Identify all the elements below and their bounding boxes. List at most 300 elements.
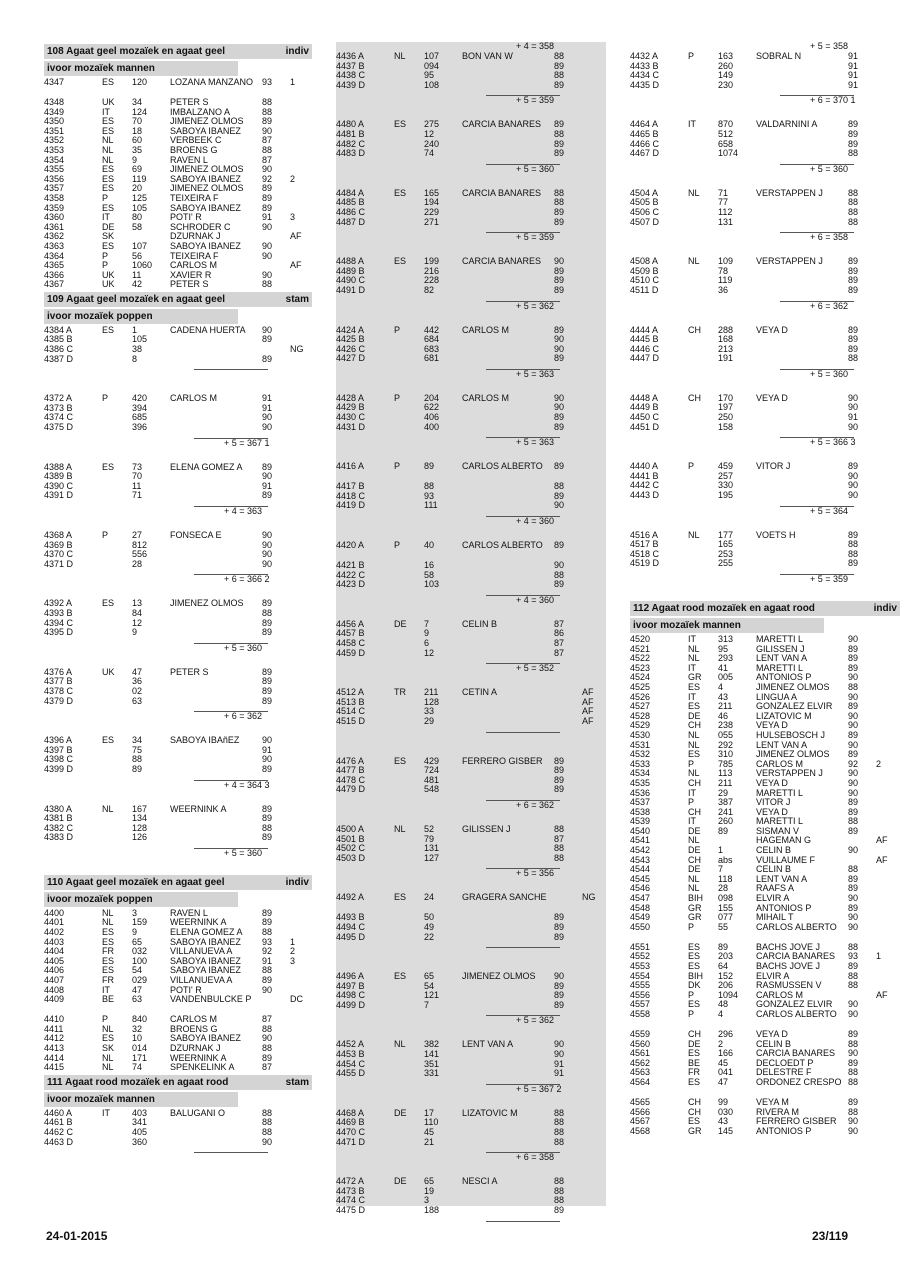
- country-code: [688, 472, 718, 482]
- remark: [290, 976, 310, 986]
- table-row: [44, 242, 312, 252]
- entry-id: 4533: [630, 759, 651, 769]
- score: 89: [262, 628, 273, 638]
- exhibitor-name: [170, 765, 262, 775]
- country-code: NL: [688, 654, 700, 664]
- remark: [582, 1109, 602, 1119]
- entry-id: 4444 A: [630, 325, 659, 335]
- remark: [876, 693, 896, 703]
- score: 89: [554, 922, 565, 932]
- ring-number: 141: [424, 1050, 440, 1060]
- table-row: [630, 257, 900, 267]
- exhibitor-name: [170, 560, 262, 570]
- remark: [290, 184, 310, 194]
- entry-id: 4480 A: [336, 120, 365, 130]
- country-code: CH: [688, 1107, 701, 1117]
- table-row: [630, 1117, 900, 1127]
- remark: [876, 972, 896, 982]
- exhibitor-name: [756, 423, 848, 433]
- remark: NG: [290, 345, 304, 355]
- entry-id: 4451 D: [630, 422, 660, 432]
- score: 90: [848, 1117, 859, 1127]
- country-code: [688, 345, 718, 355]
- ring-number: 4: [718, 1009, 724, 1019]
- exhibitor-name: MARETTI L: [756, 663, 804, 673]
- remark: [876, 798, 896, 808]
- ring-number: 211: [718, 702, 733, 712]
- score: 90: [262, 1137, 273, 1147]
- table-row: [336, 52, 606, 62]
- exhibitor-name: [170, 687, 262, 697]
- remark: [582, 620, 602, 630]
- remark: [876, 846, 896, 856]
- entry-id: 4560: [630, 1039, 651, 1049]
- table-row: [630, 1040, 900, 1050]
- score: 88: [554, 71, 565, 81]
- exhibitor-name: XAVIER R: [170, 270, 212, 280]
- footer-page-number: 23/119: [812, 1229, 849, 1243]
- remark: [582, 991, 602, 1001]
- table-row: [336, 286, 606, 296]
- exhibitor-name: [462, 276, 554, 286]
- table-row: [336, 462, 606, 482]
- country-code: BE: [102, 995, 115, 1005]
- exhibitor-name: CARLOS M: [756, 990, 804, 1000]
- exhibitor-name: [170, 550, 262, 560]
- exhibitor-name: VÍTOR J: [756, 462, 791, 472]
- score: 89: [848, 750, 859, 760]
- column-right: [630, 42, 900, 1136]
- table-row: [336, 62, 606, 72]
- exhibitor-name: [756, 413, 848, 423]
- ring-number: 1060: [132, 261, 153, 271]
- score: 90: [848, 922, 859, 932]
- ring-number: 683: [424, 344, 440, 354]
- score: 88: [262, 966, 273, 976]
- ring-number: 459: [718, 462, 734, 472]
- country-code: NL: [688, 188, 700, 198]
- entry-id: 4490 C: [336, 276, 366, 286]
- remark: [582, 1050, 602, 1060]
- score: 88: [848, 354, 859, 364]
- team-total: + 5 = 359: [810, 574, 849, 584]
- remark: [290, 280, 310, 290]
- remark: [876, 884, 896, 894]
- ring-number: 7: [718, 865, 724, 875]
- entry-id: 4438 C: [336, 71, 366, 81]
- score: [262, 995, 290, 1015]
- ring-number: 12: [424, 129, 435, 139]
- country-code: P: [688, 798, 695, 808]
- entry-id: 4516 A: [630, 530, 659, 540]
- exhibitor-name: [462, 933, 554, 943]
- ring-number: 120: [132, 78, 148, 87]
- score: 88: [848, 1039, 859, 1049]
- country-code: [394, 501, 424, 511]
- ring-number: 119: [132, 174, 147, 184]
- ring-number: [132, 232, 170, 242]
- exhibitor-name: GILISSEN J: [756, 644, 805, 654]
- score: 89: [848, 335, 859, 345]
- country-code: [688, 403, 718, 413]
- remark: [290, 966, 310, 976]
- score: 91: [262, 481, 273, 491]
- exhibitor-name: [462, 923, 554, 933]
- country-code: ES: [102, 937, 115, 947]
- remark: [290, 223, 310, 233]
- table-row: [44, 78, 312, 98]
- table-row: [630, 81, 900, 91]
- country-code: NL: [394, 52, 406, 61]
- remark: [290, 156, 310, 166]
- score: 90: [848, 635, 859, 644]
- country-code: [394, 844, 424, 854]
- exhibitor-name: [462, 423, 554, 433]
- table-row: [336, 991, 606, 1001]
- country-code: ES: [688, 1000, 701, 1010]
- table-row: [336, 1138, 606, 1148]
- column-middle: [336, 41, 606, 1215]
- country-code: [102, 609, 132, 619]
- entry-id: 4495 D: [336, 932, 366, 942]
- ring-number: 95: [718, 644, 729, 654]
- country-code: ES: [394, 756, 407, 766]
- exhibitor-name: [756, 198, 848, 208]
- exhibitor-name: PETER S: [170, 280, 209, 290]
- ring-number: 030: [718, 1107, 734, 1117]
- remark: [290, 814, 310, 824]
- score: 89: [554, 120, 565, 130]
- ring-number: 094: [424, 61, 440, 71]
- ring-number: 7: [424, 619, 430, 629]
- exhibitor-name: [462, 991, 554, 1001]
- ring-number: 63: [132, 696, 143, 706]
- country-code: IT: [688, 663, 696, 673]
- exhibitor-name: VILLANUEVA A: [170, 947, 233, 957]
- table-row: [336, 639, 606, 649]
- score: 90: [848, 846, 859, 856]
- exhibitor-name: [462, 1001, 554, 1011]
- exhibitor-name: RASMUSSEN V: [756, 981, 822, 991]
- ring-number: 33: [424, 707, 435, 717]
- entry-id: 4383 D: [44, 833, 74, 843]
- ring-number: 8: [132, 354, 138, 364]
- ring-number: 077: [718, 913, 734, 923]
- score: 87: [262, 1063, 273, 1073]
- remark: [876, 462, 896, 472]
- remark: [290, 928, 310, 938]
- country-code: FR: [102, 947, 114, 957]
- entry-id: 4528: [630, 711, 651, 721]
- exhibitor-name: [170, 413, 262, 423]
- table-row: [630, 267, 900, 277]
- class-subtitle: ivoor mozaïek poppen: [44, 309, 238, 324]
- country-code: [394, 580, 424, 590]
- ring-number: 121: [424, 991, 440, 1001]
- score: 89: [848, 1058, 859, 1068]
- team-block: [630, 257, 900, 325]
- ring-number: 128: [132, 823, 148, 833]
- entry-id: 4546: [630, 884, 651, 894]
- remark: [582, 335, 602, 345]
- country-code: P: [688, 462, 695, 472]
- country-code: ES: [394, 188, 407, 198]
- remark: [290, 1063, 310, 1073]
- table-row: [44, 995, 312, 1015]
- ring-number: 155: [718, 903, 734, 913]
- remark: 2: [290, 947, 296, 957]
- country-code: NL: [102, 1053, 114, 1063]
- remark: [290, 550, 310, 560]
- team-total: + 6 = 362: [516, 799, 555, 810]
- exhibitor-name: [462, 766, 554, 776]
- exhibitor-name: CADENA HUERTA: [170, 325, 246, 335]
- ring-number: 40: [424, 541, 435, 551]
- class-type: stam: [285, 1076, 309, 1088]
- entry-id: 4514 C: [336, 707, 366, 717]
- remark: 3: [290, 213, 296, 223]
- score: 89: [262, 335, 273, 345]
- country-code: ES: [102, 184, 115, 194]
- spacer: [44, 722, 312, 736]
- ring-number: 124: [132, 107, 148, 117]
- exhibitor-name: NESCI A: [462, 1177, 498, 1187]
- spacer: [44, 859, 312, 873]
- remark: [582, 854, 602, 864]
- remark: [582, 757, 602, 767]
- table-row: [630, 981, 900, 991]
- country-code: DE: [102, 222, 115, 232]
- ring-number: 168: [718, 335, 734, 345]
- spacer: [44, 380, 312, 394]
- exhibitor-name: WEERNINK A: [170, 804, 227, 814]
- remark: [876, 769, 896, 779]
- table-row: [336, 1001, 606, 1011]
- country-code: NL: [102, 1024, 114, 1034]
- entry-id: 4426 C: [336, 344, 366, 354]
- exhibitor-name: RAVEN L: [170, 155, 208, 165]
- score: 89: [262, 764, 273, 774]
- country-code: [688, 481, 718, 491]
- spacer: [630, 517, 900, 531]
- remark: [876, 789, 896, 799]
- score: 89: [554, 541, 565, 551]
- country-code: DE: [394, 1108, 407, 1118]
- score: 89: [848, 559, 859, 569]
- score: 88: [262, 1024, 273, 1034]
- remark: [290, 833, 310, 843]
- country-code: DE: [394, 1177, 407, 1187]
- score: 89: [554, 207, 565, 217]
- country-code: [394, 140, 424, 150]
- remark: [582, 1177, 602, 1187]
- table-row: [44, 765, 312, 775]
- entry-id: 4436 A: [336, 52, 365, 61]
- ring-number: 005: [718, 673, 734, 683]
- remark: [876, 71, 896, 81]
- entry-id: 4555: [630, 981, 651, 991]
- ring-number: 71: [132, 491, 143, 501]
- exhibitor-name: [462, 649, 554, 659]
- ring-number: 194: [424, 198, 440, 208]
- entry-id: 4405: [44, 956, 65, 966]
- table-row: [630, 760, 900, 770]
- country-code: [394, 1206, 424, 1216]
- score: 91: [262, 403, 273, 413]
- table-row: [336, 561, 606, 571]
- entry-id: 4568: [630, 1126, 651, 1136]
- exhibitor-name: SOBRAL N: [756, 52, 802, 61]
- remark: [290, 404, 310, 414]
- entry-id: 4524: [630, 673, 651, 683]
- exhibitor-name: LIZATOVIC M: [462, 1108, 518, 1118]
- remark: [876, 962, 896, 972]
- remark: [582, 149, 602, 159]
- country-code: NL: [688, 874, 700, 884]
- country-code: [394, 1069, 424, 1079]
- score: 89: [554, 139, 565, 149]
- exhibitor-name: CARLOS M: [170, 261, 218, 271]
- class-title: 112 Agaat rood mozaïek en agaat rood: [633, 603, 815, 614]
- table-row: [44, 814, 312, 824]
- country-code: ES: [688, 750, 701, 760]
- remark: [876, 904, 896, 914]
- entry-id: 4366: [44, 270, 65, 280]
- footer-date: 24-01-2015: [46, 1229, 108, 1243]
- team-total: [44, 1153, 312, 1163]
- remark: [582, 1001, 602, 1011]
- score: 92: [848, 759, 859, 769]
- table-row: [336, 257, 606, 267]
- team-total: + 5 = 360: [224, 847, 263, 858]
- ring-number: 47: [718, 1077, 729, 1087]
- spacer: [336, 243, 606, 257]
- score: 88: [848, 1068, 859, 1078]
- remark: [582, 972, 602, 982]
- ring-number: 351: [424, 1059, 440, 1069]
- score: 89: [848, 129, 859, 139]
- table-row: [44, 165, 312, 175]
- remark: [876, 721, 896, 731]
- score: 90: [848, 673, 859, 683]
- table-row: [44, 345, 312, 355]
- ring-number: 255: [718, 559, 734, 569]
- ring-number: 107: [132, 241, 148, 251]
- table-row: [336, 326, 606, 336]
- ring-number: 126: [132, 833, 148, 843]
- team-block: [44, 1109, 312, 1177]
- remark: AF: [582, 716, 594, 726]
- exhibitor-name: [462, 501, 554, 511]
- table-row: [630, 1098, 900, 1108]
- country-code: ES: [688, 952, 701, 962]
- country-code: SK: [102, 1044, 115, 1053]
- remark: [582, 267, 602, 277]
- score: 87: [262, 155, 273, 165]
- table-row: [630, 354, 900, 364]
- score: 90: [262, 126, 273, 136]
- entry-id: 4454 C: [336, 1059, 366, 1069]
- entry-id: 4413: [44, 1044, 65, 1053]
- remark: [290, 204, 310, 214]
- ring-number: 9: [132, 928, 138, 938]
- score: 88: [554, 1186, 565, 1196]
- entry-id: 4476 A: [336, 756, 365, 766]
- table-row: [44, 1034, 312, 1044]
- ring-number: 165: [424, 188, 440, 198]
- exhibitor-name: [170, 1118, 262, 1128]
- remark: [582, 218, 602, 228]
- exhibitor-name: ORDOÑEZ CRESPO: [756, 1077, 842, 1087]
- remark: [290, 599, 310, 609]
- exhibitor-name: [170, 697, 262, 707]
- score: 89: [848, 120, 859, 130]
- table-row: [630, 635, 900, 645]
- entry-id: 4400: [44, 908, 65, 918]
- score: 89: [554, 149, 565, 159]
- team-block: [336, 394, 606, 462]
- exhibitor-name: POTI' R: [170, 213, 202, 223]
- ring-number: 82: [424, 285, 435, 295]
- entry-id: 4377 B: [44, 677, 73, 687]
- entry-id: 4388 A: [44, 462, 73, 472]
- score: 89: [262, 667, 273, 677]
- exhibitor-name: [462, 335, 554, 345]
- table-row: [630, 52, 900, 62]
- table-row: [630, 394, 900, 404]
- exhibitor-name: ELVIR A: [756, 894, 790, 904]
- team-total: + 6 = 370 1: [810, 95, 856, 106]
- table-row: [44, 136, 312, 146]
- score: 90: [262, 736, 273, 746]
- exhibitor-name: [756, 345, 848, 355]
- exhibitor-name: [462, 707, 554, 717]
- entry-id: 4441 B: [630, 471, 659, 481]
- country-code: [102, 1118, 132, 1128]
- ring-number: 56: [132, 251, 143, 261]
- exhibitor-name: VERSTAPPEN J: [756, 257, 823, 267]
- entry-id: 4500 A: [336, 824, 365, 834]
- spacer: [336, 380, 606, 394]
- team-block: [630, 462, 900, 530]
- table-row: [630, 71, 900, 81]
- ring-number: 685: [132, 413, 148, 423]
- country-code: ES: [688, 1117, 701, 1127]
- class-type: indiv: [285, 46, 309, 57]
- remark: AF: [876, 990, 888, 1000]
- entry-id: 4470 C: [336, 1128, 366, 1138]
- country-code: [394, 698, 424, 708]
- exhibitor-name: VEYA D: [756, 325, 788, 335]
- entry-id: 4467 D: [630, 149, 660, 159]
- team-total: + 6 = 362: [224, 711, 263, 722]
- ring-number: 47: [132, 667, 143, 677]
- score: 89: [554, 756, 565, 766]
- score: 89: [262, 908, 273, 918]
- entry-id: 4351: [44, 126, 65, 136]
- country-code: DE: [688, 865, 701, 875]
- ring-number: 481: [424, 775, 440, 785]
- score: 88: [848, 207, 859, 217]
- entry-id: 4541: [630, 836, 651, 846]
- ring-number: 1: [718, 846, 724, 856]
- country-code: [394, 629, 424, 639]
- exhibitor-name: CARLOS M: [462, 393, 510, 403]
- remark: [876, 741, 896, 751]
- entry-id: 4542: [630, 846, 651, 856]
- remark: [290, 1015, 310, 1025]
- country-code: P: [394, 325, 401, 335]
